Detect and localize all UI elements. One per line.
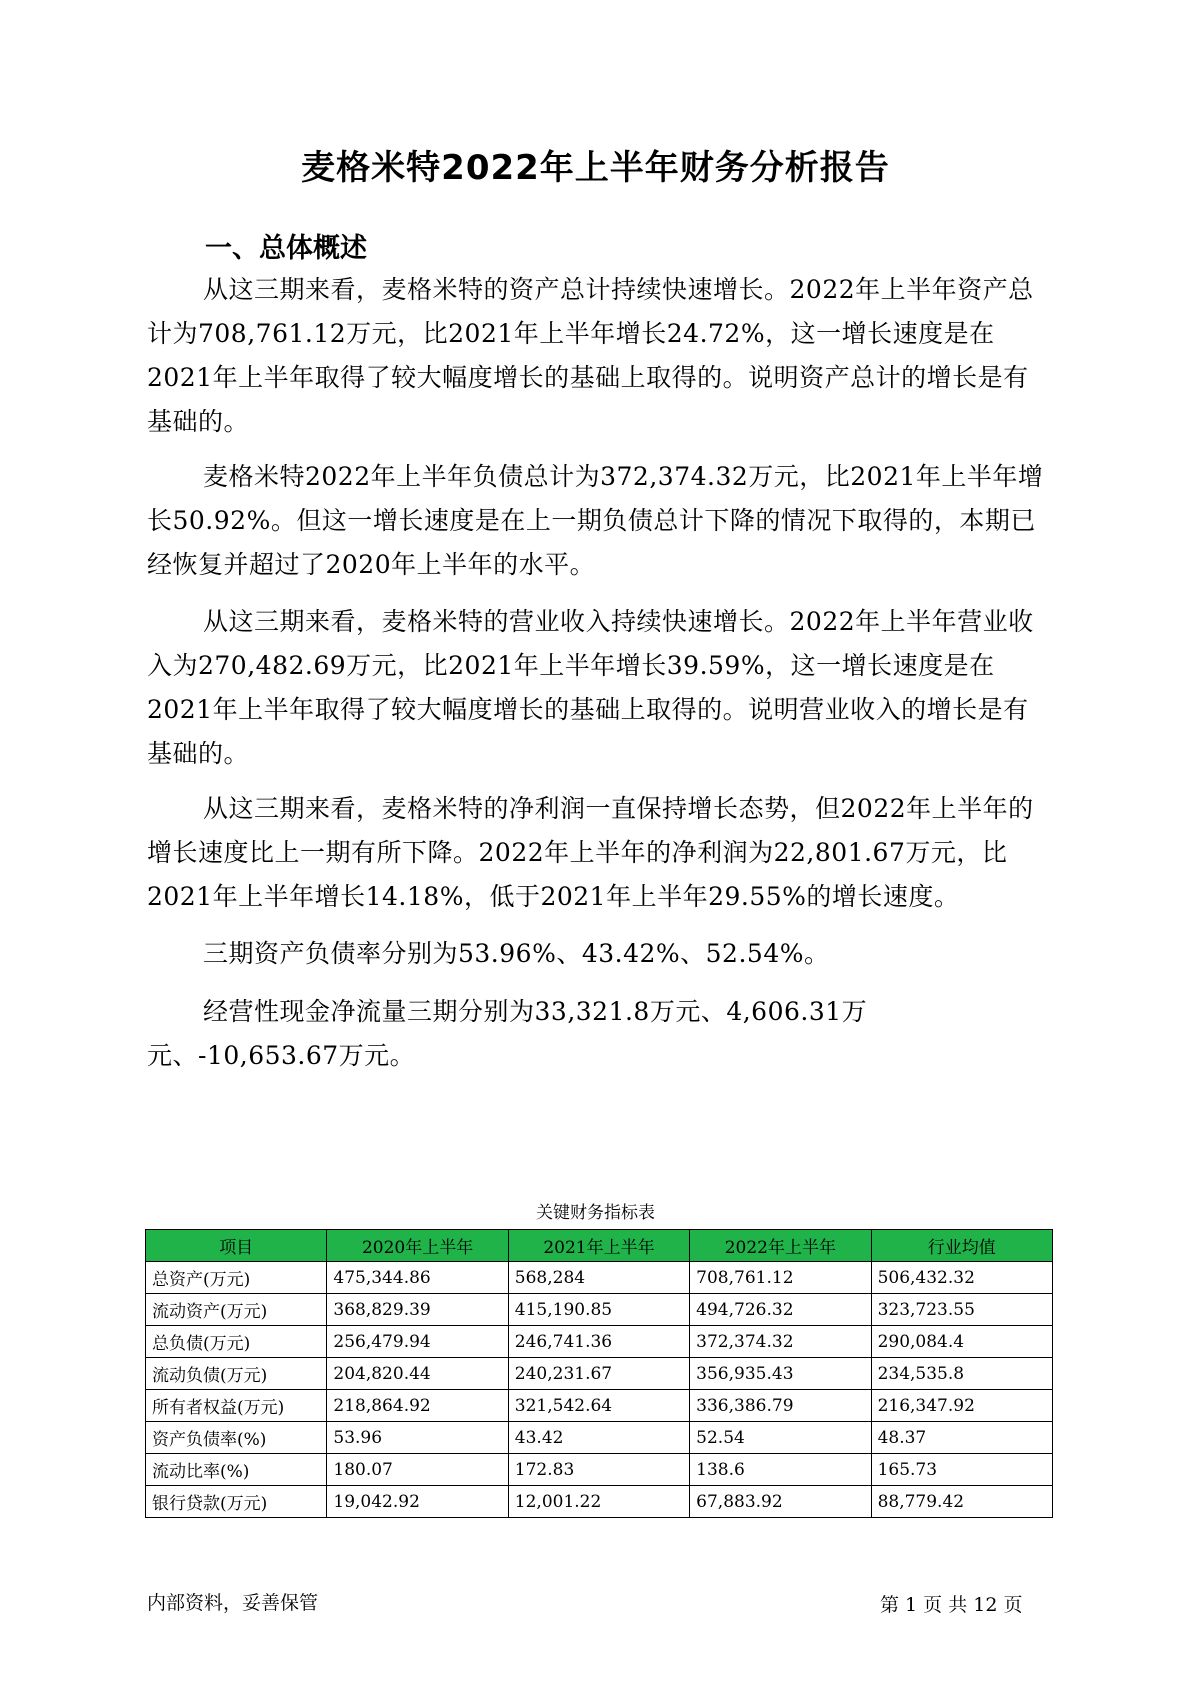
row-label: 流动负债(万元) [146,1358,327,1390]
table-row [146,1326,1053,1358]
table-cell: 246,741.36 [508,1326,689,1358]
table-cell: 88,779.42 [871,1486,1052,1518]
table-cell: 708,761.12 [690,1262,871,1294]
table-cell: 52.54 [690,1422,871,1454]
row-label: 银行贷款(万元) [146,1486,327,1518]
table-header-row [146,1230,1053,1262]
table-cell: 180.07 [327,1454,508,1486]
table-cell: 321,542.64 [508,1390,689,1422]
table-row [146,1422,1053,1454]
table-cell: 356,935.43 [690,1358,871,1390]
table-row [146,1390,1053,1422]
paragraph-cash-flow: 经营性现金净流量三期分别为33,321.8万元、4,606.31万元、-10,653.67万元。 [147,997,868,1070]
paragraph-liabilities: 麦格米特2022年上半年负债总计为372,374.32万元，比2021年上半年增长50.92%。但这一增长速度是在上一期负债总计下降的情况下取得的，本期已经恢复并超过了2020年上半年的水平。 [147,462,1044,579]
table-cell: 48.37 [871,1422,1052,1454]
row-label: 总资产(万元) [146,1262,327,1294]
table-row [146,1294,1053,1326]
page-number: 第 1 页 共 12 页 [880,1594,1023,1616]
table-row [146,1262,1053,1294]
row-label: 流动比率(%) [146,1454,327,1486]
table-cell: 240,231.67 [508,1358,689,1390]
column-header: 2020年上半年 [327,1230,508,1262]
table-row [146,1358,1053,1390]
table-cell: 234,535.8 [871,1358,1052,1390]
table-cell: 138.6 [690,1454,871,1486]
table-cell: 53.96 [327,1422,508,1454]
table-cell: 568,284 [508,1262,689,1294]
table-cell: 67,883.92 [690,1486,871,1518]
page-title: 麦格米特2022年上半年财务分析报告 [301,148,890,188]
column-header: 2022年上半年 [690,1230,871,1262]
column-header: 2021年上半年 [508,1230,689,1262]
table-cell: 165.73 [871,1454,1052,1486]
table-cell: 204,820.44 [327,1358,508,1390]
row-label: 所有者权益(万元) [146,1390,327,1422]
table-cell: 218,864.92 [327,1390,508,1422]
row-label: 资产负债率(%) [146,1422,327,1454]
paragraph-assets: 从这三期来看，麦格米特的资产总计持续快速增长。2022年上半年资产总计为708,761.12万元，比2021年上半年增长24.72%，这一增长速度是在2021年上半年取得了较大幅度增长的基础上取得的。说明资产总计的增长是有基础的。 [147,275,1034,436]
confidential-notice: 内部资料，妥善保管 [147,1592,319,1614]
column-header: 行业均值 [871,1230,1052,1262]
row-label: 流动资产(万元) [146,1294,327,1326]
table-row [146,1454,1053,1486]
table-cell: 12,001.22 [508,1486,689,1518]
paragraph-net-profit: 从这三期来看，麦格米特的净利润一直保持增长态势，但2022年上半年的增长速度比上一期有所下降。2022年上半年的净利润为22,801.67万元，比2021年上半年增长14.18%，低于2021年上半年29.55%的增长速度。 [147,794,1034,911]
key-financial-table [145,1229,1053,1518]
section-heading: 一、总体概述 [205,233,367,264]
table-cell: 323,723.55 [871,1294,1052,1326]
table-cell: 172.83 [508,1454,689,1486]
table-cell: 336,386.79 [690,1390,871,1422]
table-cell: 368,829.39 [327,1294,508,1326]
table-cell: 415,190.85 [508,1294,689,1326]
table-cell: 256,479.94 [327,1326,508,1358]
table-cell: 216,347.92 [871,1390,1052,1422]
row-label: 总负债(万元) [146,1326,327,1358]
table-row [146,1486,1053,1518]
paragraph-debt-ratio: 三期资产负债率分别为53.96%、43.42%、52.54%。 [203,939,830,968]
table-cell: 290,084.4 [871,1326,1052,1358]
paragraph-revenue: 从这三期来看，麦格米特的营业收入持续快速增长。2022年上半年营业收入为270,482.69万元，比2021年上半年增长39.59%，这一增长速度是在2021年上半年取得了较大幅度增长的基础上取得的。说明营业收入的增长是有基础的。 [147,607,1034,768]
column-header: 项目 [146,1230,327,1262]
table-cell: 43.42 [508,1422,689,1454]
table-cell: 494,726.32 [690,1294,871,1326]
table-cell: 475,344.86 [327,1262,508,1294]
table-cell: 372,374.32 [690,1326,871,1358]
table-caption: 关键财务指标表 [536,1203,655,1223]
table-cell: 506,432.32 [871,1262,1052,1294]
table-cell: 19,042.92 [327,1486,508,1518]
